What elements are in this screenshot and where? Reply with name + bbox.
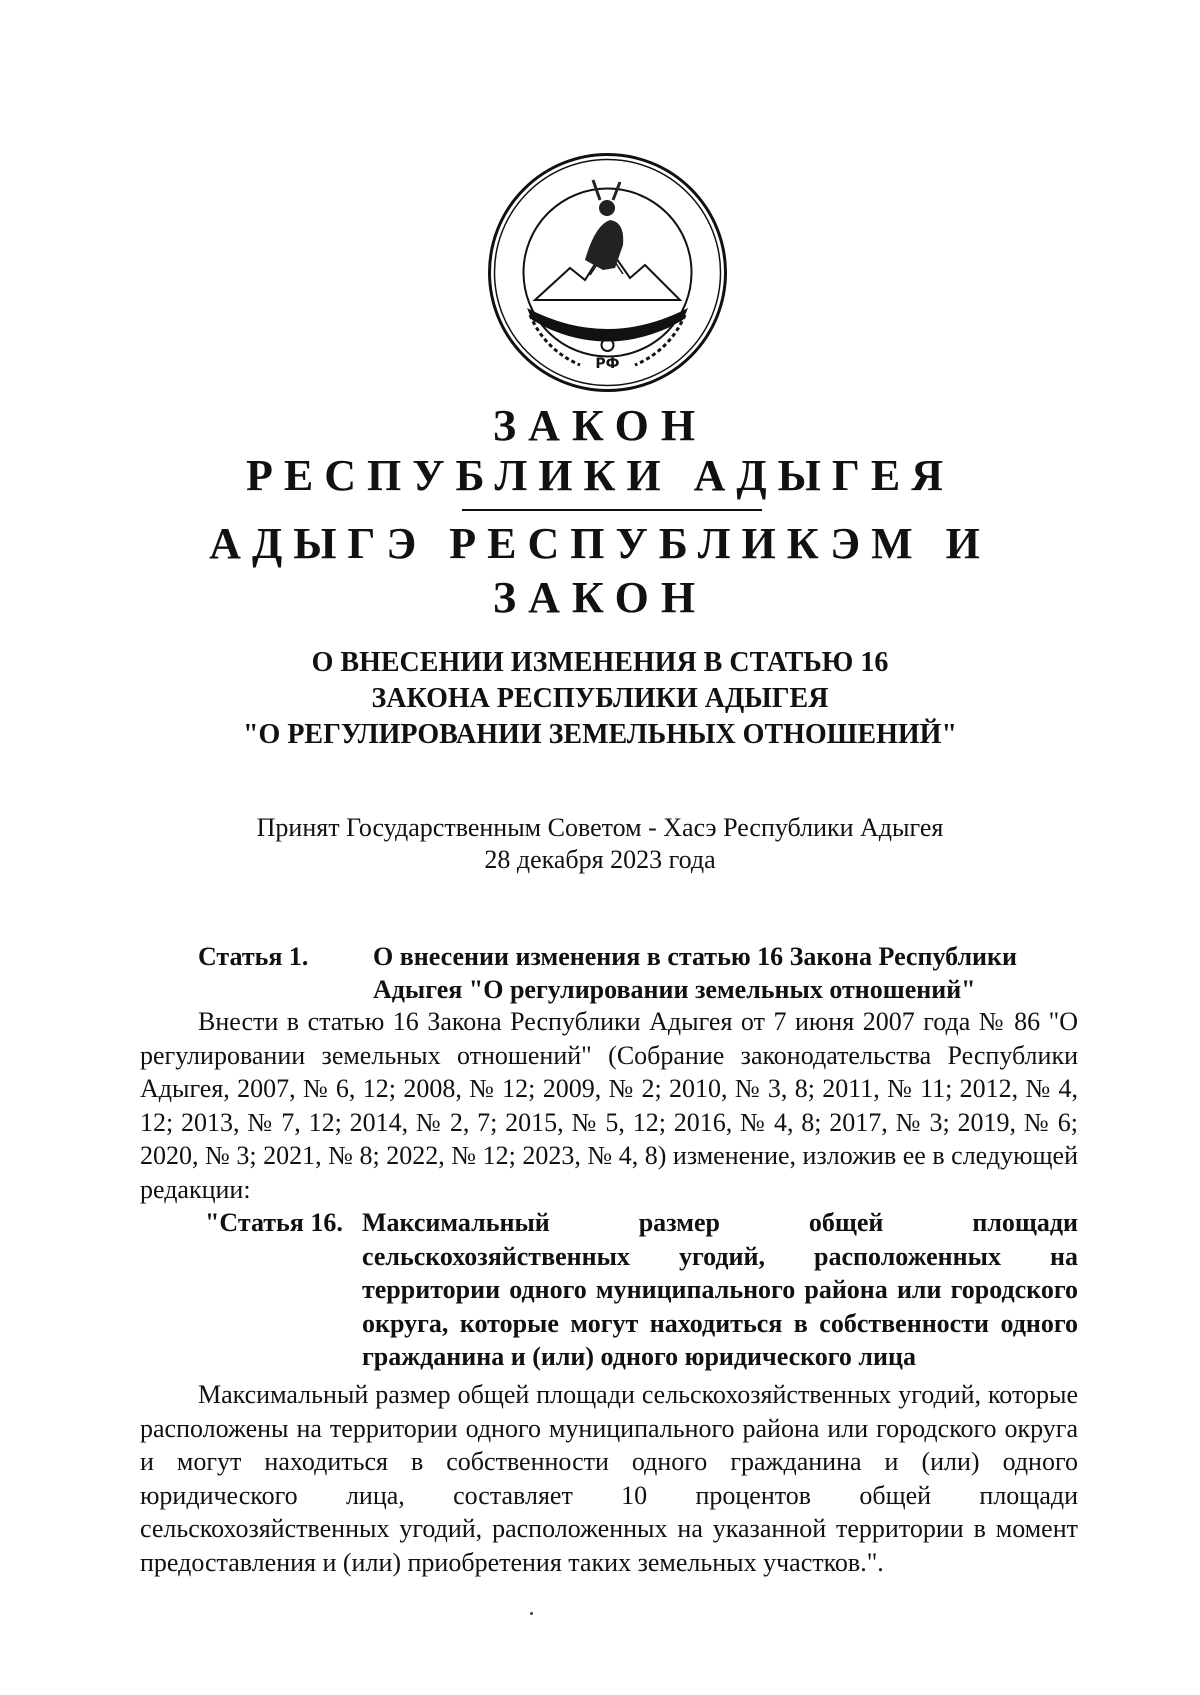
subject-line-1: О ВНЕСЕНИИ ИЗМЕНЕНИЯ В СТАТЬЮ 16 — [311, 647, 889, 678]
scan-speck — [530, 1612, 533, 1615]
law-subject — [0, 645, 1200, 753]
subject-line-2: ЗАКОНА РЕСПУБЛИКИ АДЫГЕЯ — [371, 683, 829, 714]
svg-text:РФ: РФ — [595, 356, 620, 372]
adoption-body: Принят Государственным Советом - Хасэ Республики Адыгея — [256, 813, 944, 842]
law-title-line-3: АДЫГЭ РЕСПУБЛИКЭМ И — [209, 519, 991, 568]
adoption-date: 28 декабря 2023 года — [484, 845, 716, 874]
article-1-label: Статья 1. — [198, 942, 309, 971]
law-title-line-1: ЗАКОН — [492, 401, 708, 450]
adoption-info — [0, 812, 1200, 876]
article-1-body: Внести в статью 16 Закона Республики Адыгея от 7 июня 2007 года № 86 "О регулировании земельных отношений" (Собрание законодательства Республики Адыгея, 2007, № 6, 12; 2008, № 12; 2009, № 2; 2010, № 3, 8; 2011, № 11; 2012, № 4, 12; 2013, № 7, 12; 2014, № 2, 7; 2015, № 5, 12; 2016, № 4, 8; 2017, № 3; 2019, № 6; 2020, № 3; 2021, № 8; 2022, № 12; 2023, № 4, 8) изменение, изложив ее в следующей редакции: — [140, 1007, 1078, 1204]
article-1-title: О внесении изменения в статью 16 Закона Республики Адыгея "О регулировании земельных отношений" — [373, 942, 1017, 1004]
subject-line-3: "О РЕГУЛИРОВАНИИ ЗЕМЕЛЬНЫХ ОТНОШЕНИЙ" — [243, 719, 957, 750]
article-16-title: Максимальный размер общей площади сельскохозяйственных угодий, расположенных на территории одного муниципального района или городского округа, которые могут находиться в собственности одного гражданина и (или) одного юридического лица — [362, 1208, 1078, 1371]
article-16-label: "Статья 16. — [205, 1208, 343, 1237]
article-16-body: Максимальный размер общей площади сельскохозяйственных угодий, которые расположены на территории одного муниципального района или городского округа и могут находиться в собственности одного гражданина и (или) одного юридического лица, составляет 10 процентов общей площади сельскохозяйственных угодий, расположенных на указанной территории в момент предоставления и (или) приобретения таких земельных участков.". — [140, 1380, 1078, 1577]
title-divider — [462, 509, 762, 511]
law-title-line-2: РЕСПУБЛИКИ АДЫГЕЯ — [245, 451, 955, 500]
republic-of-adygea-coat-of-arms-icon — [485, 150, 730, 395]
law-title-line-4: ЗАКОН — [492, 573, 708, 622]
